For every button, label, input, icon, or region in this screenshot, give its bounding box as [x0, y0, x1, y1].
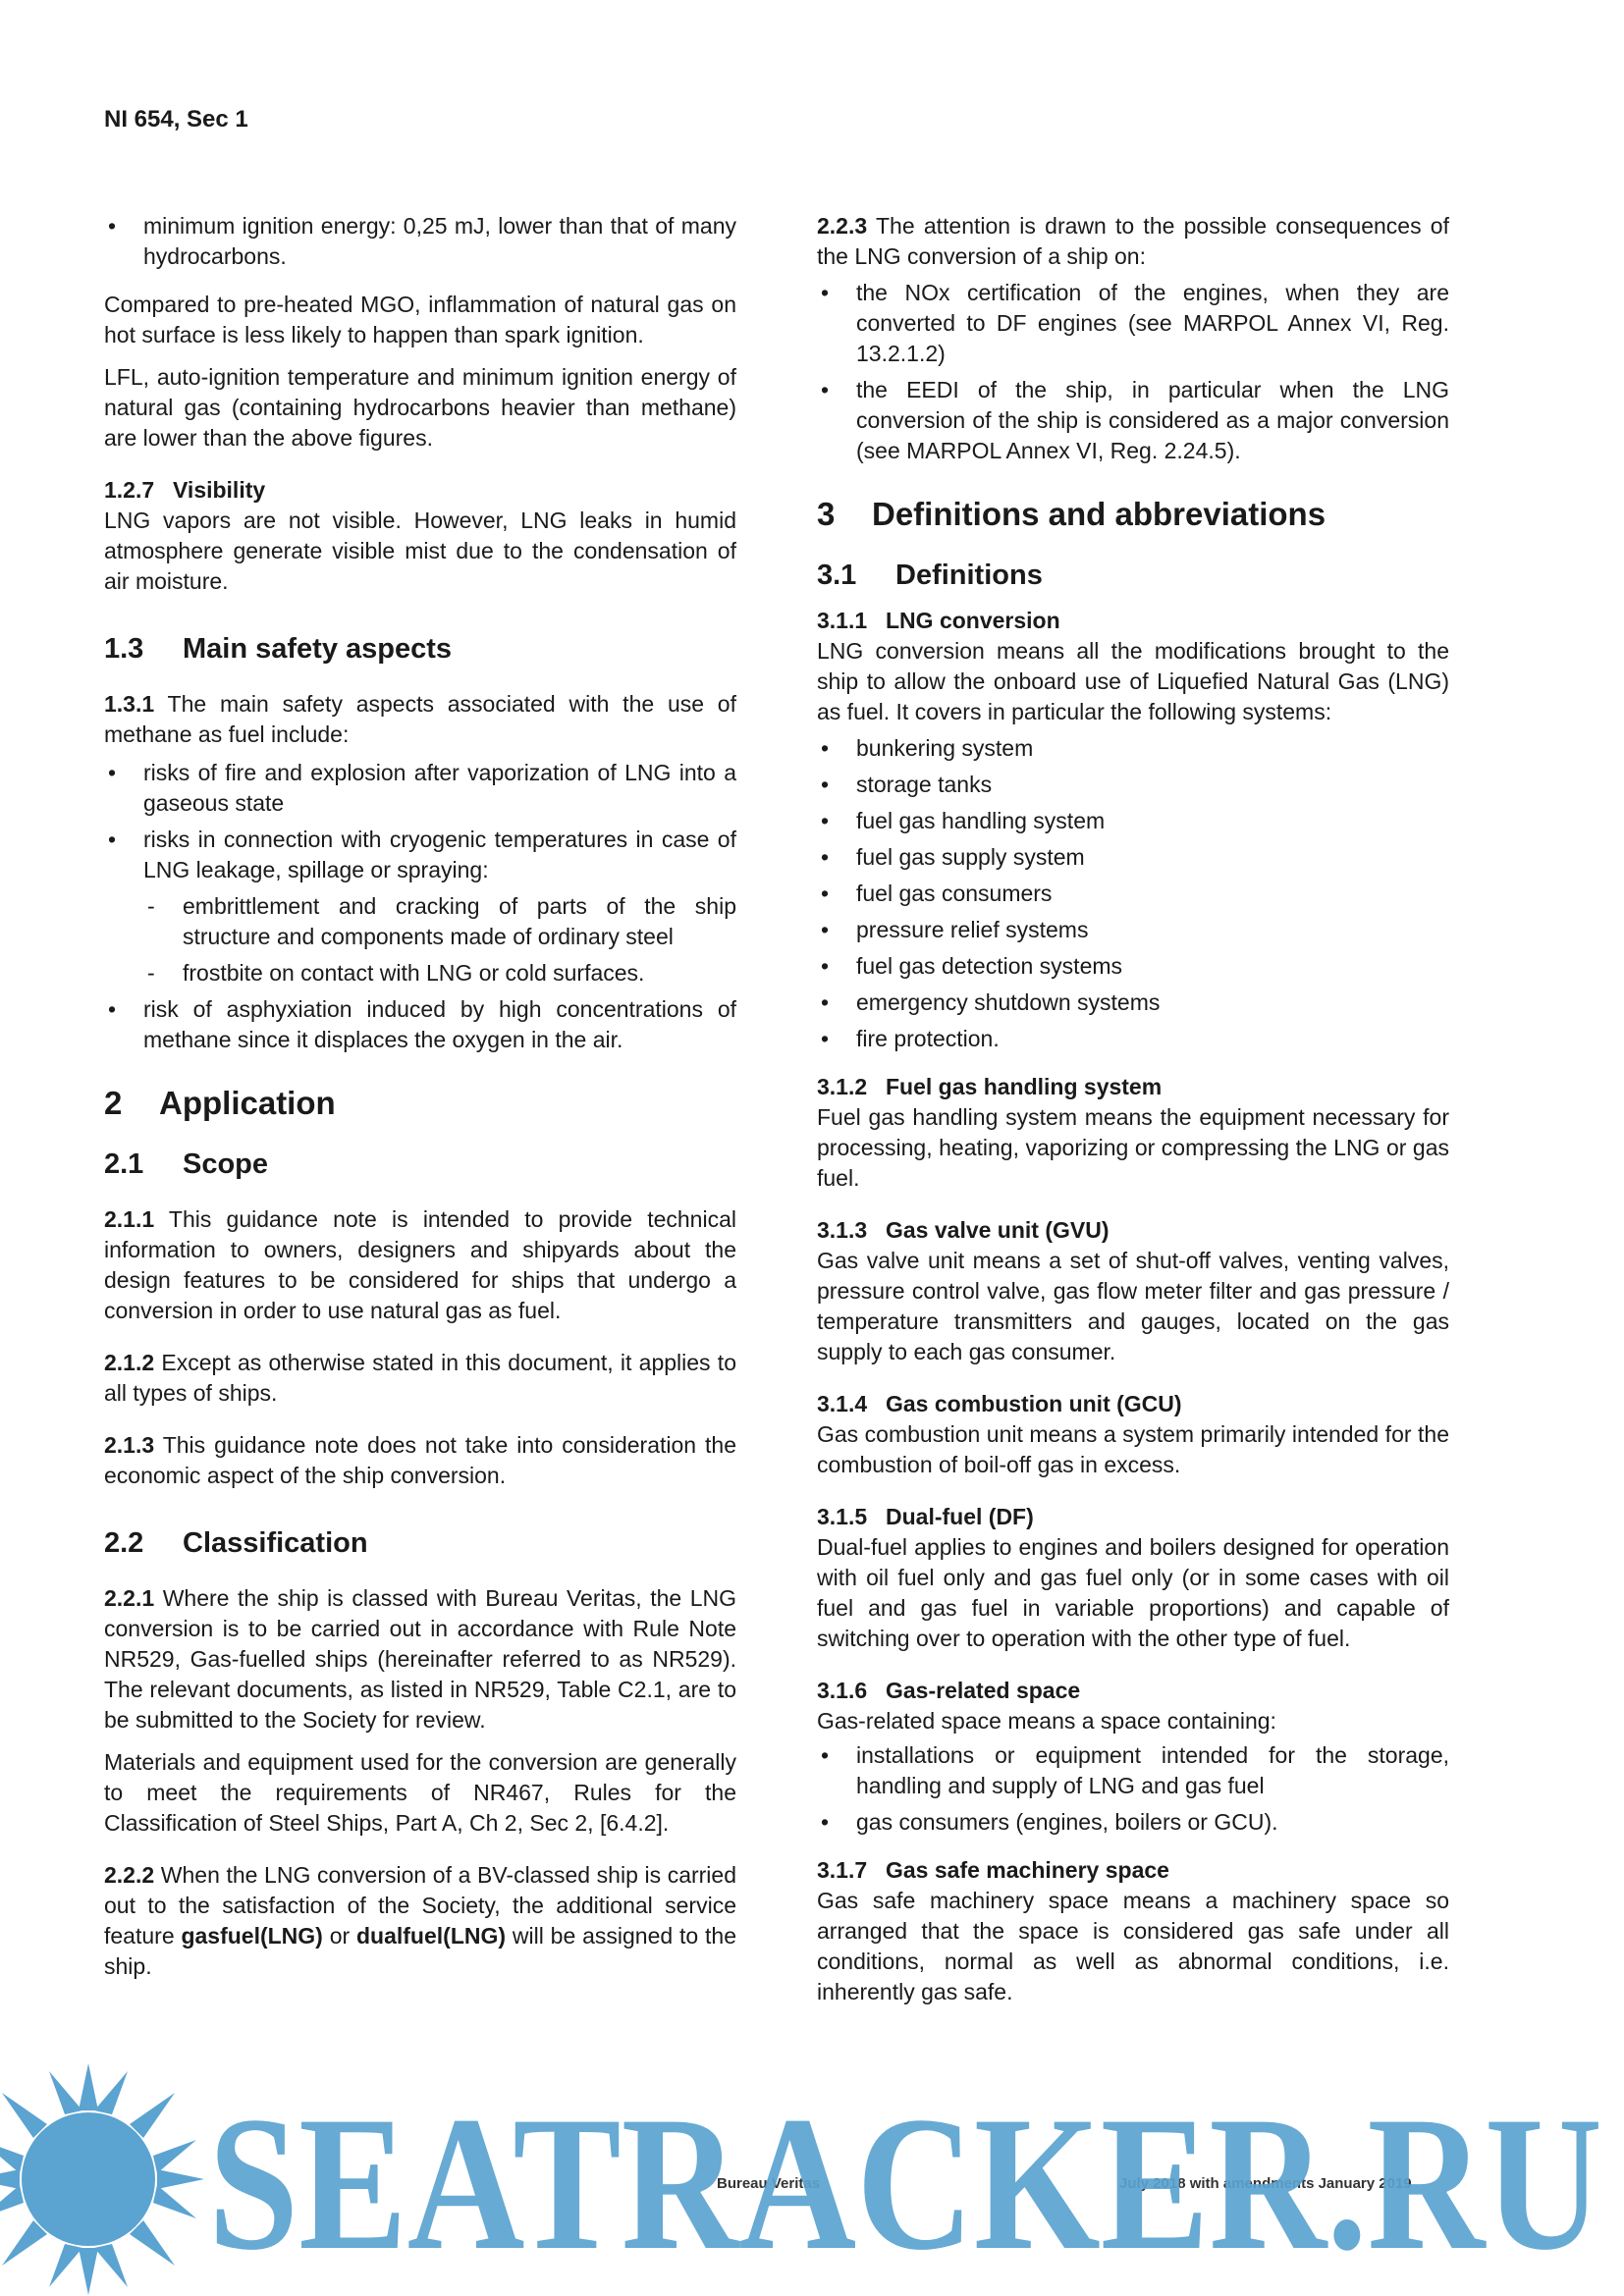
paragraph: 2.2.2 When the LNG conversion of a BV-classed ship is carried out to the satisfaction of the Society, the additional service feature gasfuel(LNG) or dualfuel(LNG) will be assigned to the ship. [104, 1862, 736, 1979]
system-item: • fuel gas supply system [817, 842, 1449, 873]
system-item: • emergency shutdown systems [817, 988, 1449, 1018]
paragraph: Gas safe machinery space means a machinery space so arranged that the space is considered gas safe under all conditions, normal as well as abnormal conditions, i.e. inherently gas safe. [817, 1888, 1449, 2004]
paragraph: 2.2.1 Where the ship is classed with Bureau Veritas, the LNG conversion is to be carried out in accordance with Rule Note NR529, Gas-fuelled ships (hereinafter referred to as NR529). The relevant documents, as listed in NR529, Table C2.1, are to be submitted to the Society for review. [104, 1585, 736, 1733]
list-item: • risks of fire and explosion after vaporization of LNG into a gaseous state [104, 758, 736, 819]
paragraph: 2.1.3 This guidance note does not take into consideration the economic aspect of the ship conversion. [104, 1432, 736, 1488]
system-item: • storage tanks [817, 770, 1449, 800]
list-item: • minimum ignition energy: 0,25 mJ, lower than that of many hydrocarbons. [104, 211, 736, 272]
heading-3-1-1: 3.1.1 LNG conversion [817, 608, 1060, 633]
paragraph: 2.1.2 Except as otherwise stated in this document, it applies to all types of ships. [104, 1350, 736, 1406]
heading-3: 3 Definitions and abbreviations [817, 496, 1326, 532]
system-item: • fuel gas consumers [817, 879, 1449, 909]
sun-logo-icon [0, 2063, 204, 2295]
paragraph: LFL, auto-ignition temperature and minimum ignition energy of natural gas (containing hydrocarbons heavier than methane) are lower than the above figures. [104, 364, 736, 451]
watermark [0, 2032, 1624, 2296]
heading-2: 2 Application [104, 1085, 336, 1121]
list-item: • gas consumers (engines, boilers or GCU). [817, 1807, 1449, 1838]
list-item: • risk of asphyxiation induced by high concentrations of methane since it displaces the oxygen in the air. [104, 994, 736, 1055]
system-item: • fuel gas handling system [817, 806, 1449, 836]
paragraph: Dual-fuel applies to engines and boilers designed for operation with oil fuel only and gas fuel only (or in some cases with oil fuel and gas fuel in variable proportions) and capable of switching over to operation with the other type of fuel. [817, 1534, 1449, 1651]
paragraph: Gas valve unit means a set of shut-off valves, venting valves, pressure control valve, gas flow meter filter and gas pressure / temperature transmitters and gauges, located on the gas supply to each gas consumer. [817, 1248, 1449, 1364]
paragraph: Fuel gas handling system means the equipment necessary for processing, heating, vaporizing or compressing the LNG or gas fuel. [817, 1104, 1449, 1191]
heading-2-1: 2.1 Scope [104, 1148, 269, 1180]
heading-3-1-3: 3.1.3 Gas valve unit (GVU) [817, 1217, 1110, 1243]
left-column [104, 211, 736, 1982]
list-item: • risks in connection with cryogenic temperatures in case of LNG leakage, spillage or spraying: [104, 825, 736, 885]
list-item: - embrittlement and cracking of parts of the ship structure and components made of ordinary steel [143, 891, 736, 952]
heading-1-2-7: 1.2.7 Visibility [104, 477, 266, 503]
paragraph: 2.1.1 This guidance note is intended to provide technical information to owners, designers and shipyards about the design features to be considered for ships that undergo a conversion in order to use natural gas as fuel. [104, 1206, 736, 1323]
heading-3-1-2: 3.1.2 Fuel gas handling system [817, 1074, 1163, 1099]
paragraph: Gas combustion unit means a system primarily intended for the combustion of boil-off gas in excess. [817, 1421, 1449, 1477]
list-item: - frostbite on contact with LNG or cold surfaces. [143, 958, 736, 988]
list-item: • the NOx certification of the engines, when they are converted to DF engines (see MARPOL Annex VI, Reg. 13.2.1.2) [817, 278, 1449, 369]
system-item: • bunkering system [817, 733, 1449, 764]
paragraph: 1.3.1 The main safety aspects associated with the use of methane as fuel include: [104, 691, 736, 747]
heading-3-1-5: 3.1.5 Dual-fuel (DF) [817, 1504, 1034, 1529]
paragraph: LNG vapors are not visible. However, LNG leaks in humid atmosphere generate visible mist due to the condensation of air moisture. [104, 507, 736, 594]
heading-3-1-4: 3.1.4 Gas combustion unit (GCU) [817, 1391, 1182, 1416]
paragraph: Materials and equipment used for the conversion are generally to meet the requirements of NR467, Rules for the Classification of Steel Ships, Part A, Ch 2, Sec 2, [6.4.2]. [104, 1749, 736, 1836]
paragraph: LNG conversion means all the modifications brought to the ship to allow the onboard use of Liquefied Natural Gas (LNG) as fuel. It covers in particular the following systems: [817, 638, 1449, 724]
list-item: • installations or equipment intended for the storage, handling and supply of LNG and gas fuel [817, 1740, 1449, 1801]
footer-publisher: Bureau Veritas [717, 2175, 821, 2192]
paragraph: Gas-related space means a space containing: [817, 1708, 1276, 1734]
paragraph: 2.2.3 The attention is drawn to the possible consequences of the LNG conversion of a ship on: [817, 213, 1449, 269]
right-column [817, 211, 1449, 2007]
watermark-text: SEATRACKER.RU [208, 2077, 1602, 2290]
system-item: • fuel gas detection systems [817, 951, 1449, 982]
paragraph: Compared to pre-heated MGO, inflammation of natural gas on hot surface is less likely to happen than spark ignition. [104, 292, 736, 347]
running-header: NI 654, Sec 1 [104, 106, 248, 133]
system-item: • fire protection. [817, 1024, 1449, 1054]
heading-3-1-7: 3.1.7 Gas safe machinery space [817, 1857, 1169, 1883]
systems-list [817, 733, 1449, 1054]
heading-3-1-6: 3.1.6 Gas-related space [817, 1678, 1081, 1703]
footer-date: July 2018 with amendments January 2019 [1119, 2175, 1412, 2192]
heading-2-2: 2.2 Classification [104, 1527, 368, 1559]
list-item: • the EEDI of the ship, in particular when the LNG conversion of the ship is considered as a major conversion (see MARPOL Annex VI, Reg. 2.24.5). [817, 375, 1449, 466]
heading-1-3: 1.3 Main safety aspects [104, 633, 453, 665]
system-item: • pressure relief systems [817, 915, 1449, 945]
heading-3-1: 3.1 Definitions [817, 560, 1043, 591]
